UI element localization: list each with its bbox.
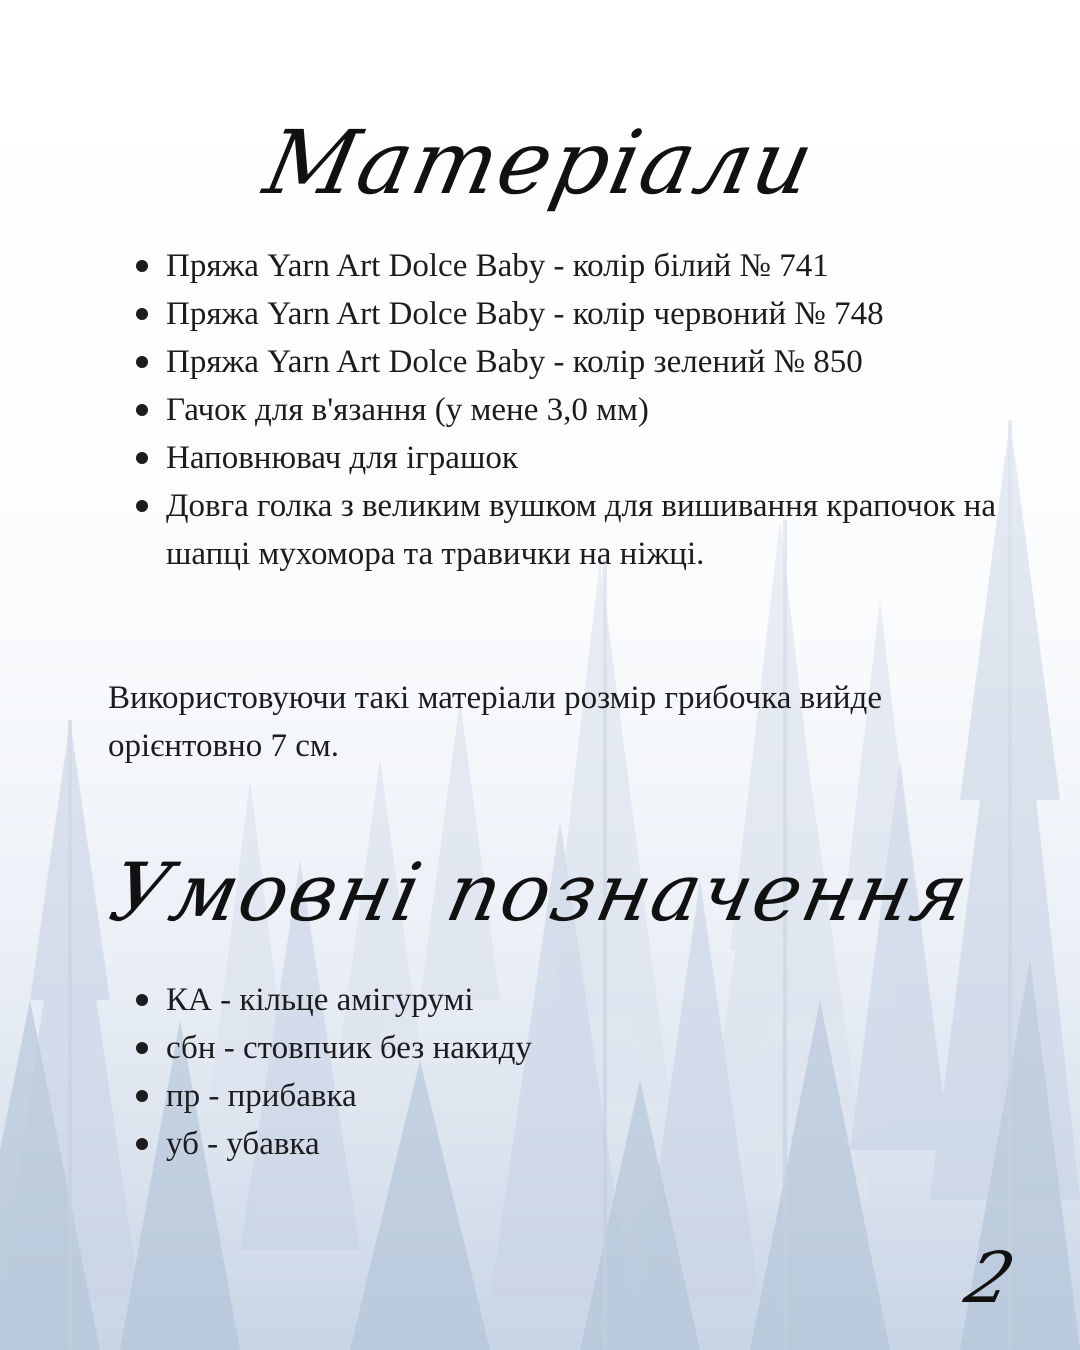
bullet-icon	[136, 452, 148, 464]
list-item-text: Пряжа Yarn Art Dolce Baby - колір червоний № 748	[166, 296, 884, 332]
list-item	[128, 386, 1008, 434]
list-item-text: Пряжа Yarn Art Dolce Baby - колір білий № 741	[166, 248, 829, 284]
legend-heading: Умовні позначення	[102, 846, 978, 939]
list-item	[128, 242, 1008, 290]
list-item	[128, 1024, 928, 1072]
bullet-icon	[136, 404, 148, 416]
list-item-text: Наповнювач для іграшок	[166, 440, 518, 476]
materials-heading: Матеріали	[256, 111, 824, 214]
bullet-icon	[136, 1042, 148, 1054]
bullet-icon	[136, 1090, 148, 1102]
page-number: 2	[957, 1237, 1023, 1319]
bullet-icon	[136, 500, 148, 512]
list-item-text: пр - прибавка	[166, 1078, 357, 1114]
materials-list	[128, 242, 1008, 578]
bullet-icon	[136, 1138, 148, 1150]
legend-list	[128, 976, 928, 1168]
list-item-text: Пряжа Yarn Art Dolce Baby - колір зелений № 850	[166, 344, 863, 380]
bullet-icon	[136, 260, 148, 272]
list-item-text: КА - кільце амігурумі	[166, 982, 474, 1018]
size-note: Використовуючи такі матеріали розмір грибочка вийде орієнтовно 7 см.	[108, 680, 882, 764]
bullet-icon	[136, 356, 148, 368]
list-item	[128, 434, 1008, 482]
bullet-icon	[136, 308, 148, 320]
list-item	[128, 290, 1008, 338]
list-item	[128, 976, 928, 1024]
list-item	[128, 1072, 928, 1120]
list-item-text: Довга голка з великим вушком для вишивання крапочок на шапці мухомора та травички на ніжці.	[166, 488, 996, 572]
bullet-icon	[136, 994, 148, 1006]
list-item	[128, 338, 1008, 386]
list-item-text: сбн - стовпчик без накиду	[166, 1030, 532, 1066]
list-item-text: Гачок для в'язання (у мене 3,0 мм)	[166, 392, 649, 428]
list-item	[128, 1120, 928, 1168]
list-item	[128, 482, 1008, 578]
list-item-text: уб - убавка	[166, 1126, 320, 1162]
